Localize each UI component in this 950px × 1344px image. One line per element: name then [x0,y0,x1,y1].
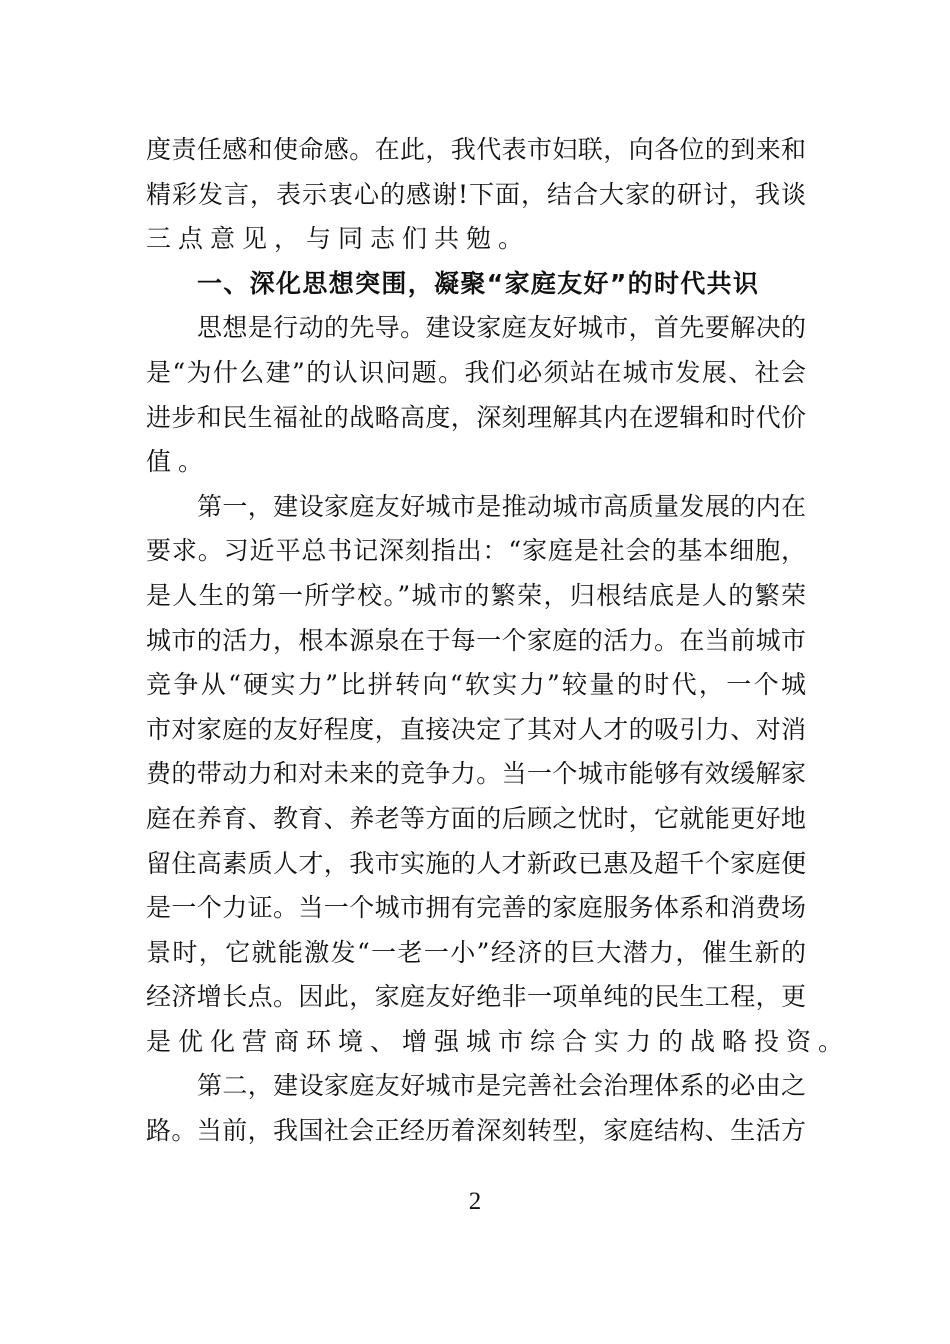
text-line: 是“为什么建”的认识问题。我们必须站在城市发展、社会 [146,357,806,387]
text-line: 精彩发言，表示衷心的感谢!下面，结合大家的研讨，我谈 [146,179,806,209]
text-line: 景时，它就能激发“一老一小”经济的巨大潜力，催生新的 [146,937,806,967]
text-line: 是优化营商环境、增强城市综合实力的战略投资。 [146,1026,851,1056]
text-line: 市对家庭的友好程度，直接决定了其对人才的吸引力、对消 [146,714,806,744]
text-line: 第一，建设家庭友好城市是推动城市高质量发展的内在 [197,491,806,521]
text-line: 进步和民生福祉的战略高度，深刻理解其内在逻辑和时代价 [146,402,806,432]
page-number: 2 [468,1188,482,1215]
section-heading: 一、深化思想突围，凝聚“家庭友好”的时代共识 [197,268,758,298]
text-line: 费的带动力和对未来的竞争力。当一个城市能够有效缓解家 [146,759,806,789]
text-line: 路。当前，我国社会正经历着深刻转型，家庭结构、生活方 [146,1116,806,1146]
text-line: 庭在养育、教育、养老等方面的后顾之忧时，它就能更好地 [146,803,806,833]
document-body [146,128,851,1154]
text-line: 度责任感和使命感。在此，我代表市妇联，向各位的到来和 [146,135,806,164]
text-line: 值。 [146,447,211,477]
text-line: 思想是行动的先导。建设家庭友好城市，首先要解决的 [197,313,806,343]
text-line: 第二，建设家庭友好城市是完善社会治理体系的必由之 [197,1071,806,1101]
text-line: 三点意见，与同志们共勉。 [146,224,531,254]
text-line: 经济增长点。因此，家庭友好绝非一项单纯的民生工程，更 [146,982,806,1012]
text-line: 城市的活力，根本源泉在于每一个家庭的活力。在当前城市 [146,625,806,655]
text-line: 留住高素质人才，我市实施的人才新政已惠及超千个家庭便 [146,848,806,878]
text-line: 是一个力证。当一个城市拥有完善的家庭服务体系和消费场 [146,893,806,923]
text-line: 要求。习近平总书记深刻指出：“家庭是社会的基本细胞， [146,536,806,566]
text-line: 是人生的第一所学校。”城市的繁荣，归根结底是人的繁荣 [146,580,806,610]
text-line: 竞争从“硬实力”比拼转向“软实力”较量的时代，一个城 [146,670,806,700]
